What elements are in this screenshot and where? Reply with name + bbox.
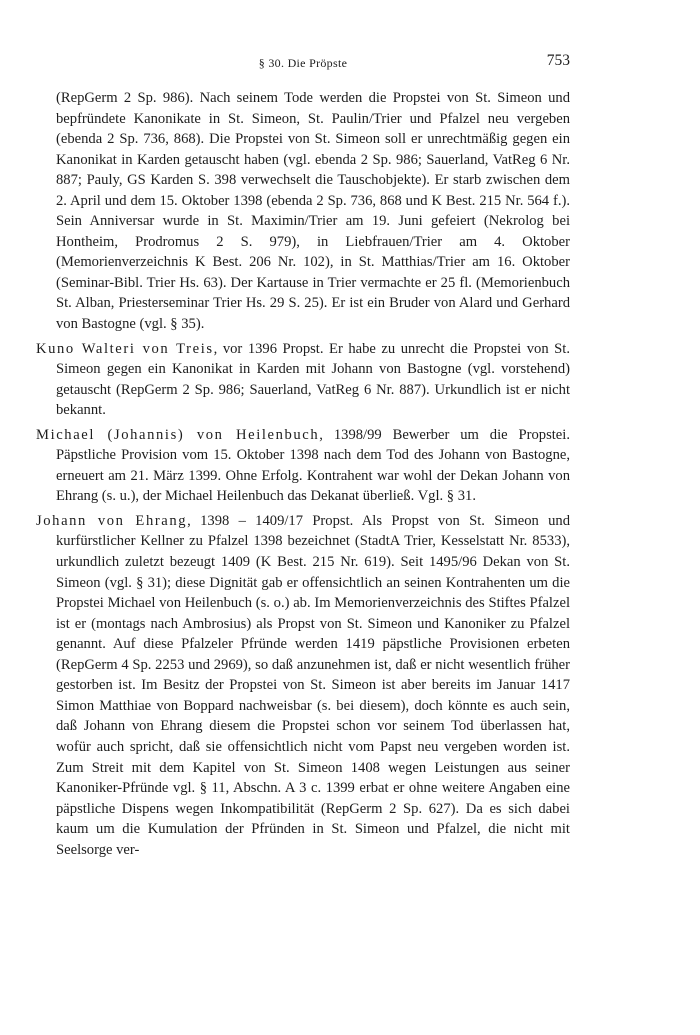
entry-name: Michael (Johannis) von Heilenbuch (36, 426, 320, 443)
main-text (36, 88, 570, 864)
running-header (36, 52, 570, 74)
running-title: § 30. Die Pröpste (258, 56, 348, 70)
entry-michael-heilenbuch (36, 425, 570, 507)
entry-text: , 1398 – 1409/17 Propst. Als Propst von St. Simeon und kurfürstlicher Kellner zu Pfalzel 1398 bezeichnet (StadtA Trier, Kesselstatt Nr. 8533), urkundlich zuletzt bezeugt 1409 (K Best. 215 Nr. 619). Seit 1495/96 Dekan von St. Simeon (vgl. § 31); diese Dignität gab er offensichtlich an seinen Kontrahenten um die Propstei Michael von Heilenbuch (s. o.) ab. Im Memorienverzeichnis des Stiftes Pfalzel ist er (montags nach Ambrosius) als Propst von St. Simeon und Kanoniker zu Pfalzel genannt. Auf diese Pfalzeler Pfründe werden 1419 päpstliche Provisionen erbeten (RepGerm 4 Sp. 2253 und 2969), so daß anzunehmen ist, daß er nicht wesentlich früher gestorben ist. Im Besitz der Propstei von St. Simeon ist aber bereits im Januar 1417 Simon Matthiae von Boppard nachweisbar (s. bei diesem), doch könnte es auch sein, daß Johann von Ehrang diesem die Propstei schon vor seinem Tod überlassen hat, wofür auch spricht, daß sie offensichtlich nicht vom Papst neu vergeben worden ist. Zum Streit mit dem Kapitel von St. Simeon 1408 wegen Leistungen aus seiner Kanoniker-Pfründe vgl. § 11, Abschn. A 3 c. 1399 erbat er ohne weitere Angaben eine päpstliche Dispens wegen Inkompatibilität (RepGerm 2 Sp. 627). Da es sich dabei kaum um die Kumulation der Pfründen in St. Simeon und Pfalzel, die nicht mit Seelsorge ver- (56, 512, 571, 858)
page-number: 753 (546, 52, 570, 69)
entry-name: Kuno Walteri von Treis (36, 340, 214, 357)
entry-kuno-walteri (36, 339, 570, 421)
entry-text: (RepGerm 2 Sp. 986). Nach seinem Tode werden die Propstei von St. Simeon und bepfründete Kanonikate in St. Simeon, St. Paulin/Trier und Pfalzel neu vergeben (ebenda 2 Sp. 736, 868). Die Propstei von St. Simeon soll er unrechtmäßig gegen ein Kanonikat in Karden getauscht haben (vgl. ebenda 2 Sp. 986; Sauerland, VatReg 6 Nr. 887; Pauly, GS Karden S. 398 verwechselt die Tauschobjekte). Er starb zwischen dem 2. April und dem 15. Oktober 1398 (ebenda 2 Sp. 736, 868 und K Best. 215 Nr. 564 f.). Sein Anniversar wurde in St. Maximin/Trier am 19. Juni gefeiert (Nekrolog bei Hontheim, Prodromus 2 S. 979), in Liebfrauen/Trier am 4. Oktober (Memorienverzeichnis K Best. 206 Nr. 102), in St. Matthias/Trier am 16. Oktober (Seminar-Bibl. Trier Hs. 63). Der Kartause in Trier vermachte er 25 fl. (Memorienbuch St. Alban, Priesterseminar Trier Hs. 29 S. 25). Er ist ein Bruder von Alard und Gerhard von Bastogne (vgl. § 35). (56, 90, 570, 333)
entry-continuation (36, 88, 570, 335)
entry-text: , vor 1396 Propst. Er habe zu unrecht die Propstei von St. Simeon gegen ein Kanonikat in Karden mit Johann von Bastogne (vgl. vorstehend) getauscht (RepGerm 2 Sp. 986; Sauerland, VatReg 6 Nr. 887). Urkundlich ist er nicht bekannt. (56, 340, 570, 419)
entry-johann-ehrang (36, 511, 570, 860)
entry-name: Johann von Ehrang (36, 512, 188, 529)
entry-text: , 1398/99 Bewerber um die Propstei. Päpstliche Provision vom 15. Oktober 1398 nach dem Tod des Johann von Bastogne, erneuert am 21. März 1399. Ohne Erfolg. Kontrahent war wohl der Dekan Johann von Ehrang (s. u.), der Michael Heilenbuch das Dekanat überließ. Vgl. § 31. (56, 426, 570, 505)
